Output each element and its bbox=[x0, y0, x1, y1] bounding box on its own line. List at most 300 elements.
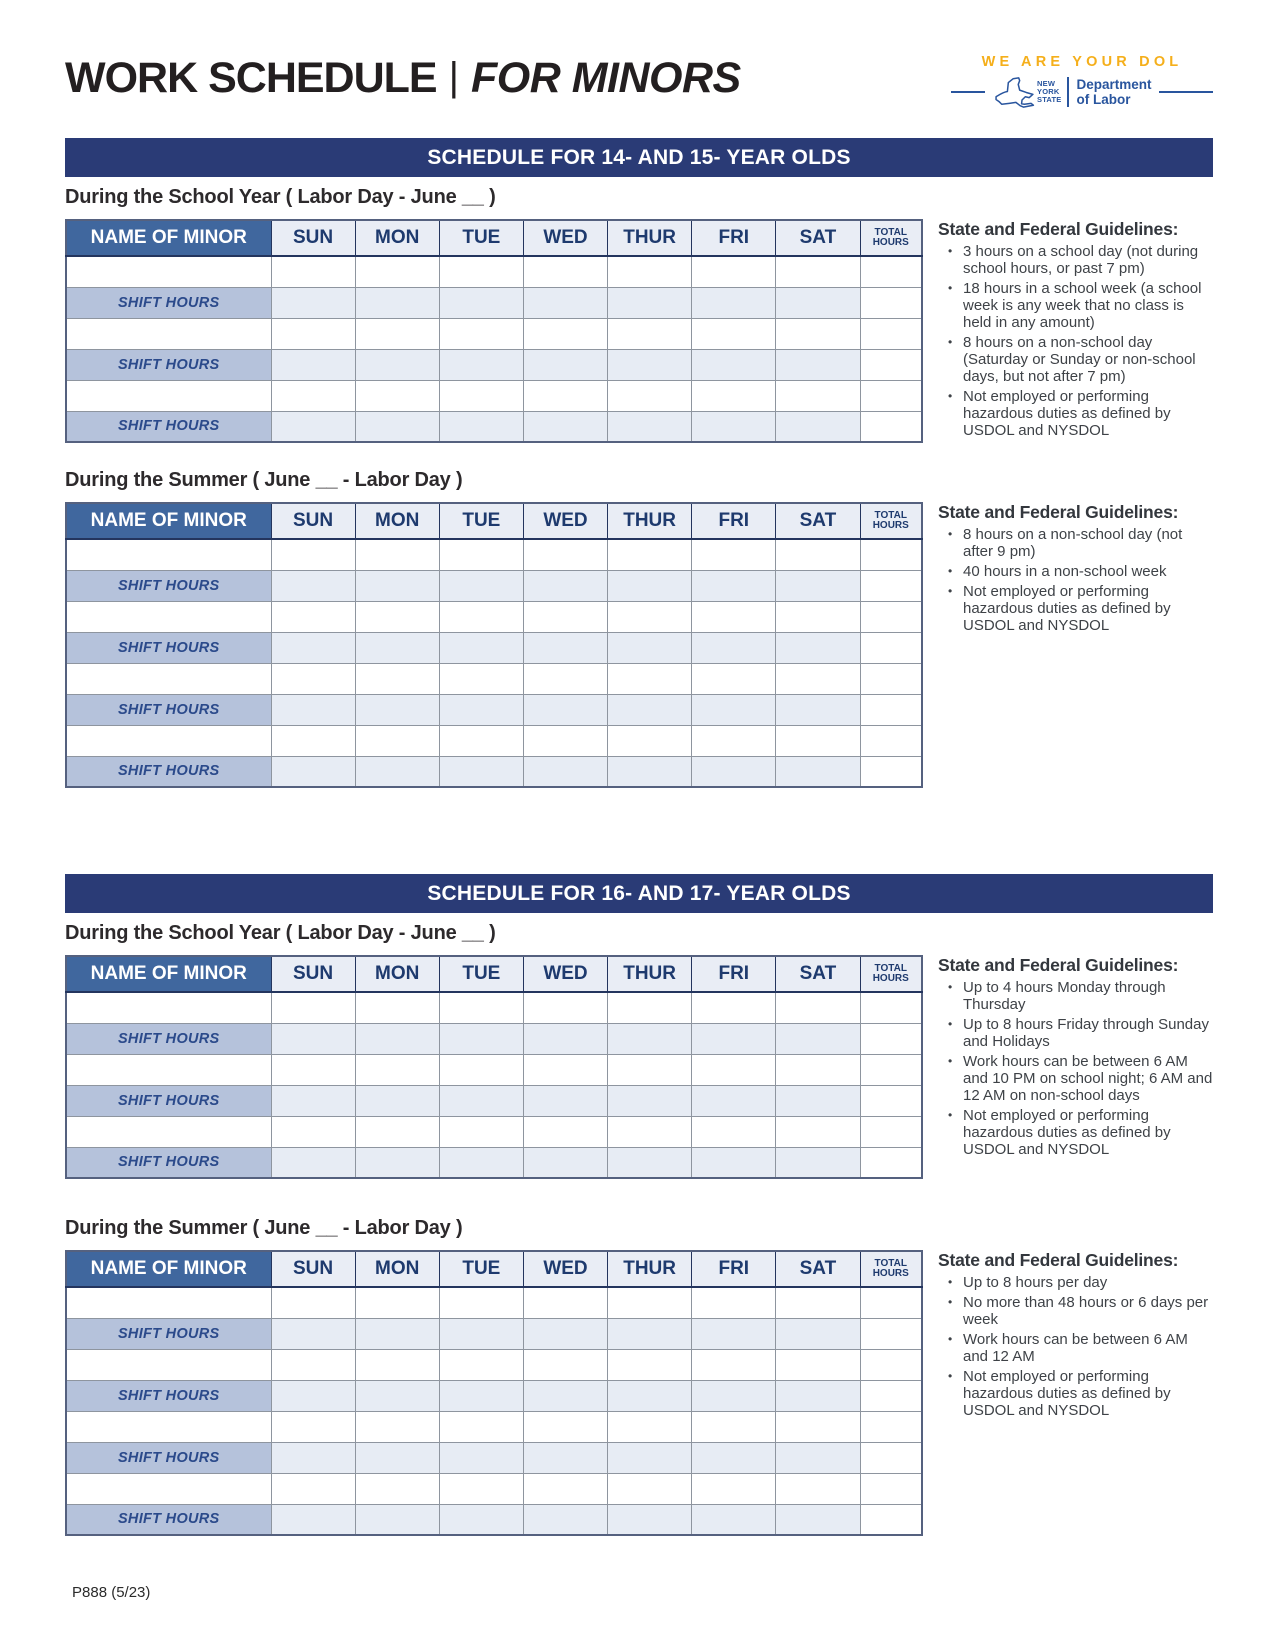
shift-hours-cell[interactable] bbox=[776, 1085, 860, 1116]
shift-hours-label: SHIFT HOURS bbox=[66, 1085, 271, 1116]
schedule-day-cell[interactable] bbox=[692, 1116, 776, 1147]
schedule-day-cell[interactable] bbox=[355, 725, 439, 756]
shift-hours-label: SHIFT HOURS bbox=[66, 1318, 271, 1349]
shift-hours-cell[interactable] bbox=[355, 570, 439, 601]
shift-hours-cell[interactable] bbox=[355, 1318, 439, 1349]
minor-name-cell[interactable] bbox=[66, 1054, 271, 1085]
minor-row bbox=[66, 539, 922, 570]
total-hours-header bbox=[860, 220, 922, 256]
shift-hours-cell[interactable] bbox=[271, 694, 355, 725]
total-hours-cell[interactable] bbox=[860, 411, 922, 442]
shift-hours-cell[interactable] bbox=[608, 756, 692, 787]
schedule-day-cell[interactable] bbox=[608, 1287, 692, 1318]
schedule-day-cell[interactable] bbox=[355, 1411, 439, 1442]
minor-name-cell[interactable] bbox=[66, 992, 271, 1023]
minor-row bbox=[66, 1411, 922, 1442]
schedule-day-cell[interactable] bbox=[608, 1349, 692, 1380]
total-hours-cell[interactable] bbox=[860, 1349, 922, 1380]
schedule-day-cell[interactable] bbox=[523, 1473, 607, 1504]
schedule-day-cell[interactable] bbox=[608, 318, 692, 349]
total-hours-cell[interactable] bbox=[860, 1287, 922, 1318]
schedule-day-cell[interactable] bbox=[608, 992, 692, 1023]
day-header: THUR bbox=[608, 1251, 692, 1287]
guideline-item bbox=[948, 1294, 1216, 1328]
schedule-day-cell[interactable] bbox=[692, 1287, 776, 1318]
shift-hours-cell[interactable] bbox=[692, 1023, 776, 1054]
shift-hours-cell[interactable] bbox=[608, 411, 692, 442]
minor-name-cell[interactable] bbox=[66, 318, 271, 349]
shift-hours-cell[interactable] bbox=[355, 1504, 439, 1535]
shift-hours-cell[interactable] bbox=[271, 1147, 355, 1178]
shift-hours-cell[interactable] bbox=[692, 570, 776, 601]
schedule-day-cell[interactable] bbox=[523, 1116, 607, 1147]
shift-hours-cell[interactable] bbox=[692, 694, 776, 725]
schedule-day-cell[interactable] bbox=[271, 1116, 355, 1147]
total-hours-cell[interactable] bbox=[860, 380, 922, 411]
shift-hours-cell[interactable] bbox=[523, 287, 607, 318]
shift-hours-cell[interactable] bbox=[439, 1504, 523, 1535]
schedule-day-cell[interactable] bbox=[271, 256, 355, 287]
shift-hours-cell[interactable] bbox=[692, 1504, 776, 1535]
shift-hours-cell[interactable] bbox=[692, 1380, 776, 1411]
schedule-day-cell[interactable] bbox=[523, 1054, 607, 1085]
shift-hours-cell[interactable] bbox=[776, 1442, 860, 1473]
shift-hours-cell[interactable] bbox=[608, 349, 692, 380]
schedule-day-cell[interactable] bbox=[439, 318, 523, 349]
minor-name-cell[interactable] bbox=[66, 1411, 271, 1442]
subsection-body bbox=[65, 955, 1275, 1179]
shift-hours-cell[interactable] bbox=[608, 1085, 692, 1116]
schedule-day-cell[interactable] bbox=[355, 1287, 439, 1318]
total-hours-cell[interactable] bbox=[860, 632, 922, 663]
schedule-day-cell[interactable] bbox=[523, 318, 607, 349]
shift-hours-cell[interactable] bbox=[355, 694, 439, 725]
total-hours-cell[interactable] bbox=[860, 725, 922, 756]
shift-hours-cell[interactable] bbox=[271, 756, 355, 787]
shift-hours-cell[interactable] bbox=[271, 632, 355, 663]
schedule-day-cell[interactable] bbox=[355, 663, 439, 694]
logo-state-name bbox=[1037, 80, 1061, 104]
shift-hours-cell[interactable] bbox=[439, 632, 523, 663]
shift-hours-cell[interactable] bbox=[271, 1442, 355, 1473]
shift-hours-cell[interactable] bbox=[776, 411, 860, 442]
total-hours-cell[interactable] bbox=[860, 992, 922, 1023]
schedule-day-cell[interactable] bbox=[271, 1054, 355, 1085]
shift-hours-cell[interactable] bbox=[355, 632, 439, 663]
schedule-day-cell[interactable] bbox=[439, 380, 523, 411]
schedule-day-cell[interactable] bbox=[692, 601, 776, 632]
schedule-day-cell[interactable] bbox=[439, 1411, 523, 1442]
schedule-table bbox=[65, 502, 923, 788]
day-header: MON bbox=[355, 220, 439, 256]
shift-hours-cell[interactable] bbox=[692, 632, 776, 663]
schedule-day-cell[interactable] bbox=[355, 380, 439, 411]
total-hours-cell[interactable] bbox=[860, 1504, 922, 1535]
day-header: THUR bbox=[608, 220, 692, 256]
minor-name-cell[interactable] bbox=[66, 725, 271, 756]
schedule-day-cell[interactable] bbox=[271, 380, 355, 411]
nysdol-logo bbox=[951, 54, 1213, 109]
total-hours-cell[interactable] bbox=[860, 1116, 922, 1147]
minor-row bbox=[66, 1054, 922, 1085]
schedule-day-cell[interactable] bbox=[271, 601, 355, 632]
logo-lockup bbox=[951, 75, 1213, 109]
total-hours-header bbox=[860, 1251, 922, 1287]
minor-row bbox=[66, 663, 922, 694]
shift-hours-cell[interactable] bbox=[523, 1380, 607, 1411]
guideline-item bbox=[948, 280, 1216, 331]
schedule-day-cell[interactable] bbox=[776, 1411, 860, 1442]
shift-hours-cell[interactable] bbox=[523, 756, 607, 787]
day-header: MON bbox=[355, 956, 439, 992]
shift-hours-cell[interactable] bbox=[439, 349, 523, 380]
logo-state-line2: YORK bbox=[1037, 86, 1060, 96]
minor-row bbox=[66, 1116, 922, 1147]
shift-hours-cell[interactable] bbox=[776, 349, 860, 380]
schedule-day-cell[interactable] bbox=[776, 318, 860, 349]
schedule-day-cell[interactable] bbox=[271, 992, 355, 1023]
shift-hours-cell[interactable] bbox=[439, 1318, 523, 1349]
schedule-day-cell[interactable] bbox=[776, 725, 860, 756]
minor-name-cell[interactable] bbox=[66, 1473, 271, 1504]
shift-hours-cell[interactable] bbox=[608, 1147, 692, 1178]
total-hours-cell[interactable] bbox=[860, 539, 922, 570]
guideline-text: Not employed or performing hazardous duties as defined by USDOL and NYSDOL bbox=[963, 388, 1171, 439]
shift-hours-cell[interactable] bbox=[776, 1380, 860, 1411]
guideline-text: Work hours can be between 6 AM and 10 PM on school night; 6 AM and 12 AM on non-school days bbox=[963, 1053, 1213, 1104]
minor-name-cell[interactable] bbox=[66, 1349, 271, 1380]
schedule-day-cell[interactable] bbox=[608, 1411, 692, 1442]
schedule-day-cell[interactable] bbox=[608, 1116, 692, 1147]
shift-hours-cell[interactable] bbox=[355, 287, 439, 318]
schedule-day-cell[interactable] bbox=[776, 380, 860, 411]
shift-hours-cell[interactable] bbox=[523, 1085, 607, 1116]
shift-hours-cell[interactable] bbox=[692, 1085, 776, 1116]
shift-hours-cell[interactable] bbox=[355, 1023, 439, 1054]
shift-hours-cell[interactable] bbox=[608, 1023, 692, 1054]
subsection-heading: During the Summer ( June __ - Labor Day ) bbox=[65, 469, 463, 491]
day-header: SUN bbox=[271, 1251, 355, 1287]
shift-hours-cell[interactable] bbox=[523, 1504, 607, 1535]
bullet-icon: • bbox=[948, 980, 953, 994]
schedule-day-cell[interactable] bbox=[523, 663, 607, 694]
schedule-day-cell[interactable] bbox=[523, 539, 607, 570]
logo-agency-line1: Department bbox=[1076, 76, 1152, 92]
guideline-text: 3 hours on a school day (not during school hours, or past 7 pm) bbox=[963, 243, 1199, 277]
total-hours-line1: TOTAL bbox=[874, 1257, 907, 1269]
guideline-item bbox=[948, 979, 1216, 1013]
schedule-day-cell[interactable] bbox=[692, 1054, 776, 1085]
shift-hours-cell[interactable] bbox=[523, 411, 607, 442]
total-hours-cell[interactable] bbox=[860, 1442, 922, 1473]
title-divider: | bbox=[448, 55, 459, 99]
total-hours-cell[interactable] bbox=[860, 694, 922, 725]
shift-hours-cell[interactable] bbox=[439, 1085, 523, 1116]
shift-hours-cell[interactable] bbox=[523, 570, 607, 601]
shift-hours-cell[interactable] bbox=[439, 411, 523, 442]
schedule-day-cell[interactable] bbox=[439, 1116, 523, 1147]
shift-hours-cell[interactable] bbox=[355, 411, 439, 442]
total-hours-line2: HOURS bbox=[872, 1268, 909, 1279]
schedule-day-cell[interactable] bbox=[355, 1473, 439, 1504]
schedule-day-cell[interactable] bbox=[271, 1411, 355, 1442]
shift-hours-cell[interactable] bbox=[271, 349, 355, 380]
schedule-day-cell[interactable] bbox=[692, 539, 776, 570]
schedule-day-cell[interactable] bbox=[608, 1473, 692, 1504]
shift-hours-cell[interactable] bbox=[439, 1147, 523, 1178]
schedule-day-cell[interactable] bbox=[608, 663, 692, 694]
total-hours-cell[interactable] bbox=[860, 256, 922, 287]
schedule-day-cell[interactable] bbox=[776, 1287, 860, 1318]
shift-hours-cell[interactable] bbox=[439, 1380, 523, 1411]
bullet-icon: • bbox=[948, 1017, 953, 1031]
schedule-day-cell[interactable] bbox=[355, 1349, 439, 1380]
shift-hours-cell[interactable] bbox=[692, 756, 776, 787]
schedule-day-cell[interactable] bbox=[608, 539, 692, 570]
schedule-day-cell[interactable] bbox=[692, 663, 776, 694]
total-hours-cell[interactable] bbox=[860, 601, 922, 632]
total-hours-line2: HOURS bbox=[872, 973, 909, 984]
shift-hours-cell[interactable] bbox=[355, 1442, 439, 1473]
shift-hours-cell[interactable] bbox=[608, 1380, 692, 1411]
guideline-text: 8 hours on a non-school day (Saturday or Sunday or non-school days, but not after 7 pm) bbox=[963, 334, 1196, 385]
total-hours-header bbox=[860, 956, 922, 992]
schedule-day-cell[interactable] bbox=[523, 380, 607, 411]
schedule-day-cell[interactable] bbox=[776, 539, 860, 570]
total-hours-cell[interactable] bbox=[860, 1147, 922, 1178]
schedule-day-cell[interactable] bbox=[439, 1054, 523, 1085]
schedule-day-cell[interactable] bbox=[608, 601, 692, 632]
schedule-day-cell[interactable] bbox=[439, 663, 523, 694]
minor-name-cell[interactable] bbox=[66, 1116, 271, 1147]
shift-hours-cell[interactable] bbox=[608, 287, 692, 318]
minor-name-cell[interactable] bbox=[66, 663, 271, 694]
shift-hours-cell[interactable] bbox=[355, 1085, 439, 1116]
shift-hours-cell[interactable] bbox=[523, 1442, 607, 1473]
schedule-day-cell[interactable] bbox=[271, 539, 355, 570]
form-number: P888 (5/23) bbox=[72, 1584, 151, 1601]
bullet-icon: • bbox=[948, 527, 953, 541]
shift-hours-cell[interactable] bbox=[271, 1380, 355, 1411]
total-hours-cell[interactable] bbox=[860, 1318, 922, 1349]
shift-hours-cell[interactable] bbox=[692, 1442, 776, 1473]
shift-hours-cell[interactable] bbox=[271, 411, 355, 442]
minor-name-cell[interactable] bbox=[66, 1287, 271, 1318]
schedule-day-cell[interactable] bbox=[692, 1349, 776, 1380]
shift-hours-cell[interactable] bbox=[355, 1380, 439, 1411]
shift-hours-cell[interactable] bbox=[776, 570, 860, 601]
total-hours-cell[interactable] bbox=[860, 663, 922, 694]
shift-hours-cell[interactable] bbox=[776, 1023, 860, 1054]
guideline-text: 18 hours in a school week (a school week is any week that no class is held in any amount) bbox=[963, 280, 1202, 331]
total-hours-cell[interactable] bbox=[860, 1411, 922, 1442]
shift-hours-cell[interactable] bbox=[271, 1318, 355, 1349]
total-hours-cell[interactable] bbox=[860, 1023, 922, 1054]
schedule-day-cell[interactable] bbox=[439, 539, 523, 570]
shift-hours-cell[interactable] bbox=[523, 632, 607, 663]
shift-hours-cell[interactable] bbox=[271, 287, 355, 318]
schedule-day-cell[interactable] bbox=[355, 256, 439, 287]
shift-hours-cell[interactable] bbox=[776, 287, 860, 318]
shift-hours-cell[interactable] bbox=[523, 1147, 607, 1178]
minor-name-cell[interactable] bbox=[66, 256, 271, 287]
shift-hours-cell[interactable] bbox=[776, 632, 860, 663]
shift-hours-label: SHIFT HOURS bbox=[66, 1023, 271, 1054]
schedule-day-cell[interactable] bbox=[523, 601, 607, 632]
shift-hours-cell[interactable] bbox=[439, 694, 523, 725]
day-header: FRI bbox=[692, 503, 776, 539]
schedule-day-cell[interactable] bbox=[776, 992, 860, 1023]
shift-hours-cell[interactable] bbox=[608, 632, 692, 663]
guideline-item bbox=[948, 526, 1216, 560]
shift-hours-cell[interactable] bbox=[692, 1147, 776, 1178]
shift-hours-cell[interactable] bbox=[692, 411, 776, 442]
total-hours-cell[interactable] bbox=[860, 1085, 922, 1116]
schedule-day-cell[interactable] bbox=[271, 1349, 355, 1380]
schedule-day-cell[interactable] bbox=[608, 725, 692, 756]
day-header: TUE bbox=[439, 503, 523, 539]
schedule-day-cell[interactable] bbox=[355, 1116, 439, 1147]
shift-hours-cell[interactable] bbox=[692, 1318, 776, 1349]
schedule-day-cell[interactable] bbox=[439, 1473, 523, 1504]
total-hours-cell[interactable] bbox=[860, 318, 922, 349]
schedule-day-cell[interactable] bbox=[692, 725, 776, 756]
total-hours-cell[interactable] bbox=[860, 1380, 922, 1411]
bullet-icon: • bbox=[948, 1275, 953, 1289]
shift-hours-cell[interactable] bbox=[692, 349, 776, 380]
shift-hours-cell[interactable] bbox=[439, 756, 523, 787]
shift-hours-cell[interactable] bbox=[355, 1147, 439, 1178]
schedule-day-cell[interactable] bbox=[776, 1473, 860, 1504]
schedule-day-cell[interactable] bbox=[439, 992, 523, 1023]
shift-hours-cell[interactable] bbox=[608, 1318, 692, 1349]
shift-hours-cell[interactable] bbox=[439, 570, 523, 601]
schedule-day-cell[interactable] bbox=[355, 601, 439, 632]
shift-hours-cell[interactable] bbox=[439, 287, 523, 318]
shift-hours-cell[interactable] bbox=[439, 1023, 523, 1054]
logo-rule-left bbox=[951, 91, 985, 93]
total-hours-cell[interactable] bbox=[860, 1473, 922, 1504]
shift-hours-label: SHIFT HOURS bbox=[66, 1504, 271, 1535]
schedule-day-cell[interactable] bbox=[776, 1054, 860, 1085]
shift-hours-row bbox=[66, 1442, 922, 1473]
schedule-day-cell[interactable] bbox=[355, 539, 439, 570]
schedule-day-cell[interactable] bbox=[692, 256, 776, 287]
schedule-day-cell[interactable] bbox=[523, 256, 607, 287]
shift-hours-cell[interactable] bbox=[776, 1504, 860, 1535]
schedule-day-cell[interactable] bbox=[776, 601, 860, 632]
total-hours-line2: HOURS bbox=[872, 520, 909, 531]
schedule-day-cell[interactable] bbox=[692, 318, 776, 349]
shift-hours-cell[interactable] bbox=[608, 1504, 692, 1535]
schedule-day-cell[interactable] bbox=[608, 256, 692, 287]
shift-hours-row bbox=[66, 632, 922, 663]
schedule-day-cell[interactable] bbox=[692, 992, 776, 1023]
schedule-day-cell[interactable] bbox=[271, 725, 355, 756]
minor-row bbox=[66, 256, 922, 287]
shift-hours-cell[interactable] bbox=[608, 570, 692, 601]
guidelines-title: State and Federal Guidelines: bbox=[938, 502, 1179, 522]
schedule-day-cell[interactable] bbox=[692, 380, 776, 411]
shift-hours-cell[interactable] bbox=[271, 1085, 355, 1116]
schedule-day-cell[interactable] bbox=[439, 725, 523, 756]
total-hours-cell[interactable] bbox=[860, 756, 922, 787]
total-hours-cell[interactable] bbox=[860, 570, 922, 601]
schedule-day-cell[interactable] bbox=[692, 1411, 776, 1442]
schedule-day-cell[interactable] bbox=[776, 1349, 860, 1380]
schedule-day-cell[interactable] bbox=[439, 1287, 523, 1318]
total-hours-cell[interactable] bbox=[860, 1054, 922, 1085]
minor-name-cell[interactable] bbox=[66, 601, 271, 632]
schedule-day-cell[interactable] bbox=[776, 256, 860, 287]
shift-hours-cell[interactable] bbox=[692, 287, 776, 318]
shift-hours-cell[interactable] bbox=[523, 1318, 607, 1349]
schedule-day-cell[interactable] bbox=[355, 1054, 439, 1085]
shift-hours-cell[interactable] bbox=[355, 349, 439, 380]
guideline-text: 8 hours on a non-school day (not after 9 pm) bbox=[963, 526, 1183, 560]
schedule-day-cell[interactable] bbox=[776, 1116, 860, 1147]
schedule-day-cell[interactable] bbox=[439, 1349, 523, 1380]
shift-hours-cell[interactable] bbox=[271, 570, 355, 601]
minor-name-cell[interactable] bbox=[66, 380, 271, 411]
schedule-day-cell[interactable] bbox=[523, 992, 607, 1023]
schedule-day-cell[interactable] bbox=[692, 1473, 776, 1504]
shift-hours-cell[interactable] bbox=[523, 694, 607, 725]
schedule-day-cell[interactable] bbox=[355, 992, 439, 1023]
shift-hours-cell[interactable] bbox=[439, 1442, 523, 1473]
day-header: SAT bbox=[776, 956, 860, 992]
schedule-day-cell[interactable] bbox=[523, 1287, 607, 1318]
shift-hours-cell[interactable] bbox=[776, 1318, 860, 1349]
shift-hours-cell[interactable] bbox=[271, 1504, 355, 1535]
shift-hours-label: SHIFT HOURS bbox=[66, 287, 271, 318]
shift-hours-cell[interactable] bbox=[776, 756, 860, 787]
shift-hours-label: SHIFT HOURS bbox=[66, 1147, 271, 1178]
guideline-item bbox=[948, 388, 1216, 439]
guideline-item bbox=[948, 1274, 1216, 1291]
total-hours-cell[interactable] bbox=[860, 349, 922, 380]
schedule-day-cell[interactable] bbox=[439, 601, 523, 632]
schedule-day-cell[interactable] bbox=[271, 1287, 355, 1318]
guidelines-list bbox=[938, 1274, 1216, 1419]
guideline-item bbox=[948, 334, 1216, 385]
schedule-day-cell[interactable] bbox=[776, 663, 860, 694]
schedule-day-cell[interactable] bbox=[271, 1473, 355, 1504]
day-header: WED bbox=[523, 956, 607, 992]
schedule-day-cell[interactable] bbox=[523, 1349, 607, 1380]
shift-hours-cell[interactable] bbox=[523, 349, 607, 380]
day-header: SUN bbox=[271, 503, 355, 539]
total-hours-cell[interactable] bbox=[860, 287, 922, 318]
schedule-day-cell[interactable] bbox=[271, 663, 355, 694]
shift-hours-cell[interactable] bbox=[608, 694, 692, 725]
shift-hours-cell[interactable] bbox=[776, 1147, 860, 1178]
shift-hours-cell[interactable] bbox=[523, 1023, 607, 1054]
shift-hours-cell[interactable] bbox=[355, 756, 439, 787]
schedule-day-cell[interactable] bbox=[355, 318, 439, 349]
minor-name-cell[interactable] bbox=[66, 539, 271, 570]
schedule-day-cell[interactable] bbox=[523, 725, 607, 756]
schedule-day-cell[interactable] bbox=[439, 256, 523, 287]
schedule-day-cell[interactable] bbox=[608, 1054, 692, 1085]
shift-hours-cell[interactable] bbox=[271, 1023, 355, 1054]
shift-hours-cell[interactable] bbox=[776, 694, 860, 725]
schedule-day-cell[interactable] bbox=[608, 380, 692, 411]
schedule-table bbox=[65, 1250, 923, 1536]
schedule-day-cell[interactable] bbox=[271, 318, 355, 349]
shift-hours-cell[interactable] bbox=[608, 1442, 692, 1473]
schedule-day-cell[interactable] bbox=[523, 1411, 607, 1442]
